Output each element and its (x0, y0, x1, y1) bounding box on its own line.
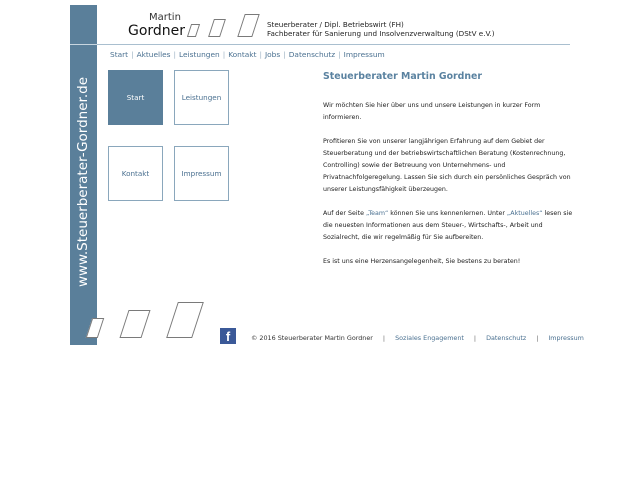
header-divider (97, 44, 570, 45)
nav-leistungen[interactable]: Leistungen (179, 50, 220, 59)
logo-last-name: Gordner (128, 23, 186, 39)
nav-separator: | (131, 50, 134, 59)
tile-kontakt[interactable]: Kontakt (108, 146, 163, 201)
footer-link-impressum[interactable]: Impressum (548, 334, 584, 342)
nav-impressum[interactable]: Impressum (343, 50, 385, 59)
closing-paragraph: Es ist uns eine Herzensangelegenheit, Sie bestens zu beraten! (323, 258, 521, 265)
intro-paragraph: Wir möchten Sie hier über uns und unsere Leistungen in kurzer Form informieren. (323, 102, 541, 121)
tile-leistungen[interactable]: Leistungen (174, 70, 229, 125)
header-tagline (267, 20, 495, 38)
team-paragraph (323, 208, 573, 244)
team-link[interactable]: „Team“ (365, 210, 389, 217)
aktuelles-link[interactable]: „Aktuelles“ (506, 210, 543, 217)
main-content (323, 100, 573, 280)
logo-first-name: Martin (149, 12, 181, 23)
nav-separator: | (173, 50, 177, 59)
footer-separator: | (473, 334, 477, 342)
decor-parallelogram-medium (208, 19, 226, 37)
nav-datenschutz[interactable]: Datenschutz (288, 50, 336, 59)
footer-separator: | (536, 334, 539, 342)
team-text-middle: können Sie uns kennenlernen. Unter (388, 210, 507, 217)
experience-paragraph: Profitieren Sie von unserer langjährigen Erfahrung auf dem Gebiet der Steuerberatung und der betriebswirtschaftlichen Beratung (Kostenrechnung, Controlling) sowie der Betreuung von Unternehmens- und Privatnachfolgeregelung. Lassen Sie sich durch ein persönliches Gespräch von unserer Leistungsfähigkeit überzeugen. (323, 138, 571, 193)
decor-parallelogram-medium (119, 310, 150, 338)
nav-jobs[interactable]: Jobs (264, 50, 281, 59)
sidebar-url-text: www.Steuerberater-Gordner.de (75, 76, 91, 288)
nav-kontakt[interactable]: Kontakt (228, 50, 257, 59)
tagline-line-1: Steuerberater / Dipl. Betriebswirt (FH) (267, 20, 404, 29)
footer-link-datenschutz[interactable]: Datenschutz (486, 334, 527, 342)
main-nav (110, 50, 385, 59)
team-text-before: Auf der Seite (323, 210, 366, 217)
tile-start[interactable]: Start (108, 70, 163, 125)
footer-separator: | (382, 334, 386, 342)
nav-separator: | (338, 50, 341, 59)
nav-separator: | (283, 50, 286, 59)
decor-parallelogram-large (237, 14, 259, 37)
tile-impressum[interactable]: Impressum (174, 146, 229, 201)
nav-separator: | (222, 50, 226, 59)
sidebar-divider (70, 44, 97, 45)
nav-separator: | (259, 50, 262, 59)
facebook-icon[interactable]: f (220, 328, 236, 344)
team-text-after: lesen sie die neuesten Informationen aus dem Steuer-, Wirtschafts-, Arbeit und Sozialrecht, die wir regelmäßig für Sie aufbereiten. (323, 210, 573, 241)
footer (251, 334, 584, 342)
footer-link-soziales-engagement[interactable]: Soziales Engagement (395, 334, 464, 342)
decor-parallelogram-large (166, 302, 204, 338)
nav-aktuelles[interactable]: Aktuelles (136, 50, 171, 59)
page-title: Steuerberater Martin Gordner (323, 71, 483, 82)
tagline-line-2: Fachberater für Sanierung und Insolvenzverwaltung (DStV e.V.) (267, 29, 495, 38)
decor-parallelogram-small (187, 24, 200, 37)
nav-start[interactable]: Start (110, 50, 129, 59)
footer-copyright: © 2016 Steuerberater Martin Gordner (251, 334, 373, 342)
